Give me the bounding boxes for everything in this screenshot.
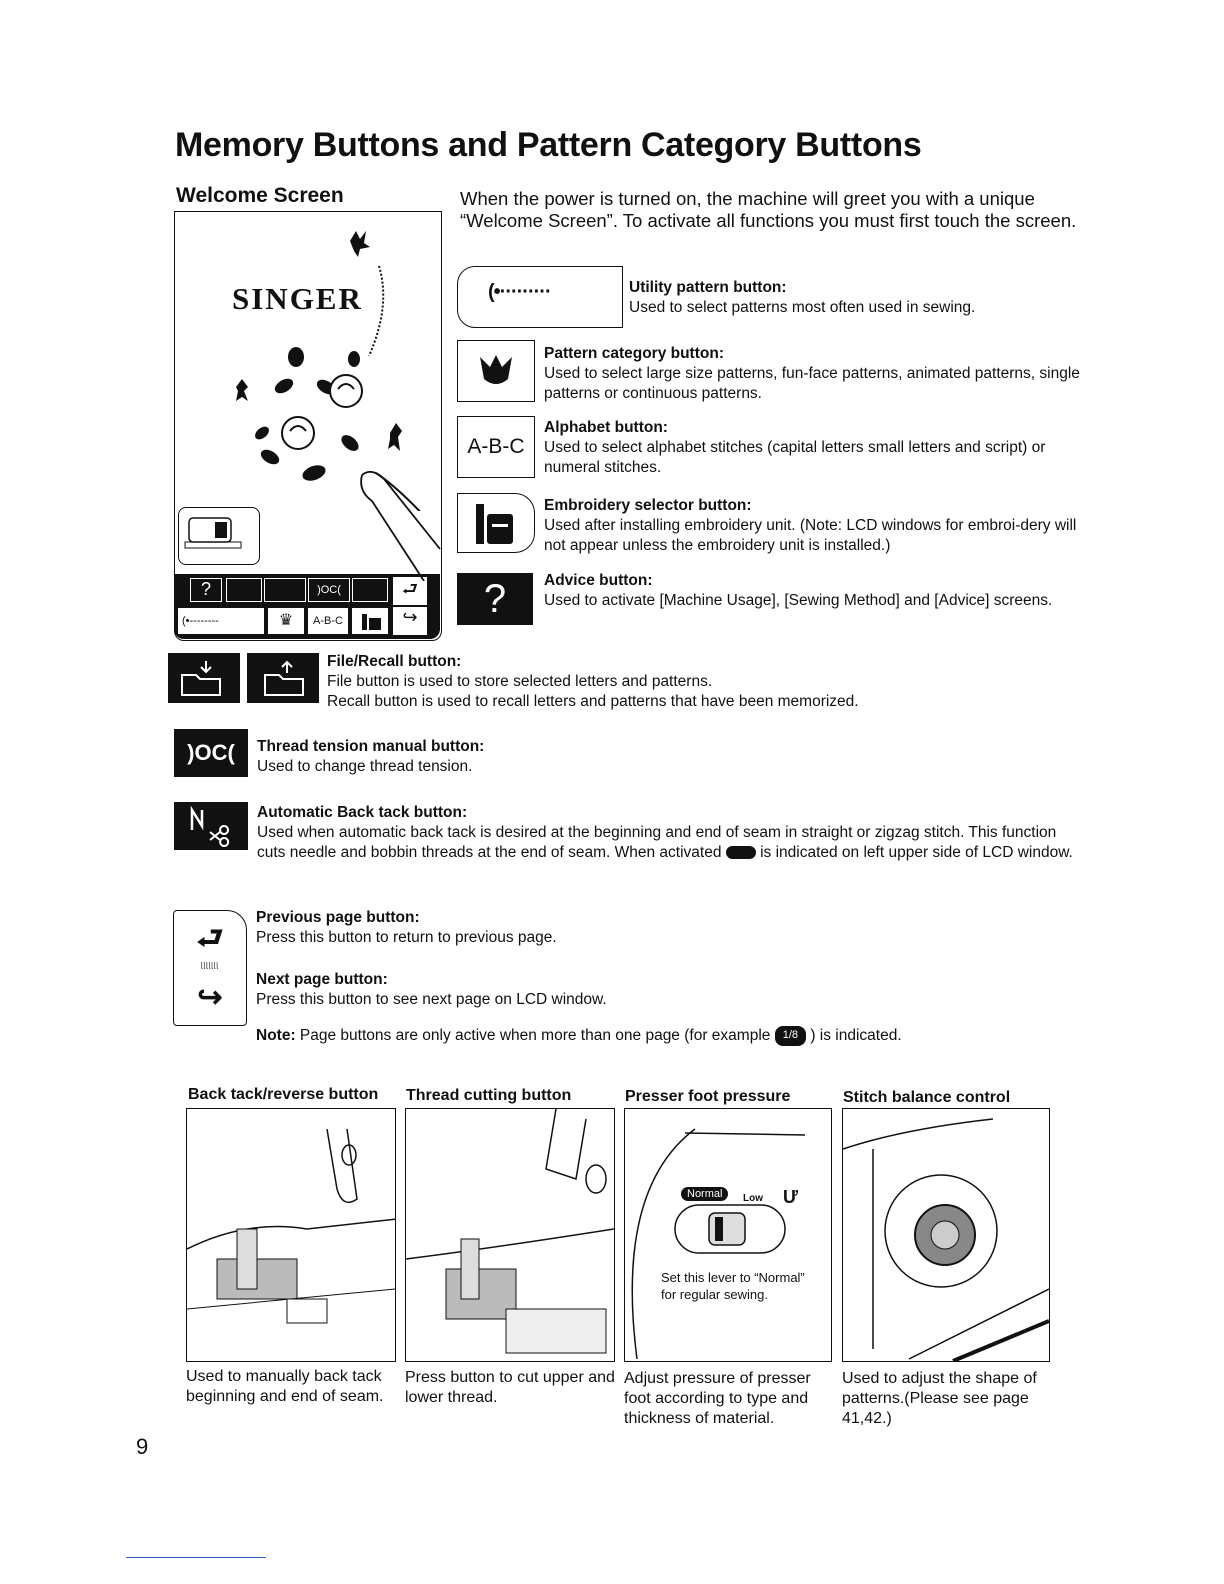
stitch-balance-illustration [842,1108,1050,1362]
advice-icon: ? [457,573,533,625]
previous-page-icon: ⮐ [196,922,224,955]
backtack-reverse-desc: Used to manually back tack beginning and end of seam. [186,1368,384,1405]
pattern-category-desc: Used to select large size patterns, fun-face patterns, animated patterns, single patterns or continuous patterns. [544,365,1080,402]
file-recall-desc-recall: Recall button is used to recall letters and patterns that have been memorized. [327,692,859,710]
utility-pattern-icon: (•········· [457,266,623,328]
utility-pattern-title: Utility pattern button: [629,279,787,296]
lcd-advice-button[interactable]: ? [190,578,222,602]
presser-foot-heading: Presser foot pressure [625,1088,791,1105]
fairy-icon [350,231,370,257]
fairy-icon [236,379,248,401]
page-buttons-icon [173,910,247,1026]
lcd-previous-page-button[interactable]: ⮐ [392,576,428,606]
previous-page-title: Previous page button: [256,909,420,926]
lcd-pattern-category-button[interactable]: ♛ [268,608,304,634]
footer-rule [126,1557,266,1558]
pattern-category-icon [457,340,535,402]
next-page-title: Next page button: [256,971,388,988]
previous-page-entry [256,908,856,948]
page-count-badge: 1/8 [775,1026,806,1046]
next-page-desc: Press this button to see next page on LCD window. [256,991,607,1008]
advice-title: Advice button: [544,572,653,589]
welcome-screen-heading: Welcome Screen [176,184,344,207]
file-recall-desc-file: File button is used to store selected letters and patterns. [327,673,713,690]
presser-foot-illustration [624,1108,832,1362]
auto-backtack-desc-end: is indicated on left upper side of LCD window. [760,843,1073,861]
thread-cutting-heading: Thread cutting button [406,1087,572,1104]
backtack-reverse-heading: Back tack/reverse button [188,1086,379,1103]
thread-tension-entry [257,737,757,777]
pattern-category-title: Pattern category button: [544,345,724,362]
auto-backtack-title: Automatic Back tack button: [257,804,468,821]
lcd-recall-button[interactable] [264,578,306,602]
previous-page-desc: Press this button to return to previous page. [256,929,557,946]
lcd-embroidery-button[interactable] [352,608,388,634]
file-recall-title: File/Recall button: [327,653,462,670]
utility-pattern-desc: Used to select patterns most often used in sewing. [629,299,976,316]
pattern-category-entry [544,344,1089,403]
lcd-thread-tension-button[interactable]: )OC( [308,578,350,602]
welcome-screen-illustration [174,211,442,641]
next-page-entry [256,970,856,1010]
auto-backtack-entry [257,803,1087,862]
backtack-reverse-illustration [186,1108,396,1362]
backtack-indicator-badge [726,846,756,859]
recall-icon [247,653,319,703]
rose-fairy-artwork [174,211,440,511]
singer-brand: SINGER [232,281,363,316]
lcd-utility-button[interactable]: (•-------- [178,608,264,634]
auto-backtack-icon [174,802,248,850]
thread-cutting-illustration [405,1108,615,1362]
advice-entry [544,571,1089,611]
thread-cutting-desc: Press button to cut upper and lower thread. [405,1369,615,1406]
alphabet-title: Alphabet button: [544,419,668,436]
file-recall-entry [327,652,1107,711]
fairy-icon [388,423,402,451]
alphabet-desc: Used to select alphabet stitches (capital letters small letters and script) or numeral stitches. [544,439,1046,476]
presser-foot-symbol-icon: Ư [783,1187,798,1207]
thread-tension-icon: )OC( [174,729,248,777]
lcd-button-bar [174,574,440,639]
welcome-intro: When the power is turned on, the machine will greet you with a unique “Welcome Screen”. To activate all functions you must first touch the screen. [460,188,1077,231]
note-text-end: ) is indicated. [810,1027,902,1044]
advice-desc: Used to activate [Machine Usage], [Sewing Method] and [Advice] screens. [544,592,1053,609]
lcd-backtack-button[interactable] [352,578,388,602]
thread-tension-title: Thread tension manual button: [257,738,485,755]
embroidery-selector-entry [544,496,1089,555]
lcd-file-button[interactable] [226,578,262,602]
stitch-balance-desc: Used to adjust the shape of patterns.(Please see page 41,42.) [842,1370,1037,1427]
pointing-finger-icon [360,469,442,581]
machine-usage-icon [178,507,260,565]
thread-tension-desc: Used to change thread tension. [257,758,473,775]
alphabet-entry [544,418,1089,477]
file-icon [168,653,240,703]
embroidery-selector-icon [457,493,535,553]
embroidery-selector-desc: Used after installing embroidery unit. (Note: LCD windows for embroi-dery will not appear unless the embroidery unit is installed.) [544,517,1077,554]
embroidery-selector-title: Embroidery selector button: [544,497,752,514]
lever-low-label: Low [743,1193,763,1204]
page-number: 9 [136,1434,149,1459]
lever-note: Set this lever to “Normal” for regular sewing. [661,1270,805,1302]
lcd-alphabet-button[interactable]: A-B-C [308,608,348,634]
page-buttons-note [256,1026,1076,1046]
stitch-balance-heading: Stitch balance control [843,1089,1011,1106]
utility-pattern-entry [629,278,1099,318]
lever-normal-label: Normal [681,1187,728,1201]
note-text: Page buttons are only active when more than one page (for example [299,1027,771,1044]
note-label: Note: [256,1027,296,1044]
auto-backtack-desc: Used when automatic back tack is desired at the beginning and end of seam in straight or zigzag stitch. This function cuts needle and bobbin threads at the end of seam. When activated [257,824,1057,861]
page-title: Memory Buttons and Pattern Category Buttons [175,126,922,164]
next-page-icon: ↪ [197,981,223,1014]
alphabet-icon: A-B-C [457,416,535,478]
stitch-divider: ᶩᶩᶩᶩᶩᶩᶩ [200,962,219,973]
lcd-next-page-button[interactable]: ↪ [392,606,428,636]
presser-foot-desc: Adjust pressure of presser foot according to type and thickness of material. [624,1370,811,1427]
